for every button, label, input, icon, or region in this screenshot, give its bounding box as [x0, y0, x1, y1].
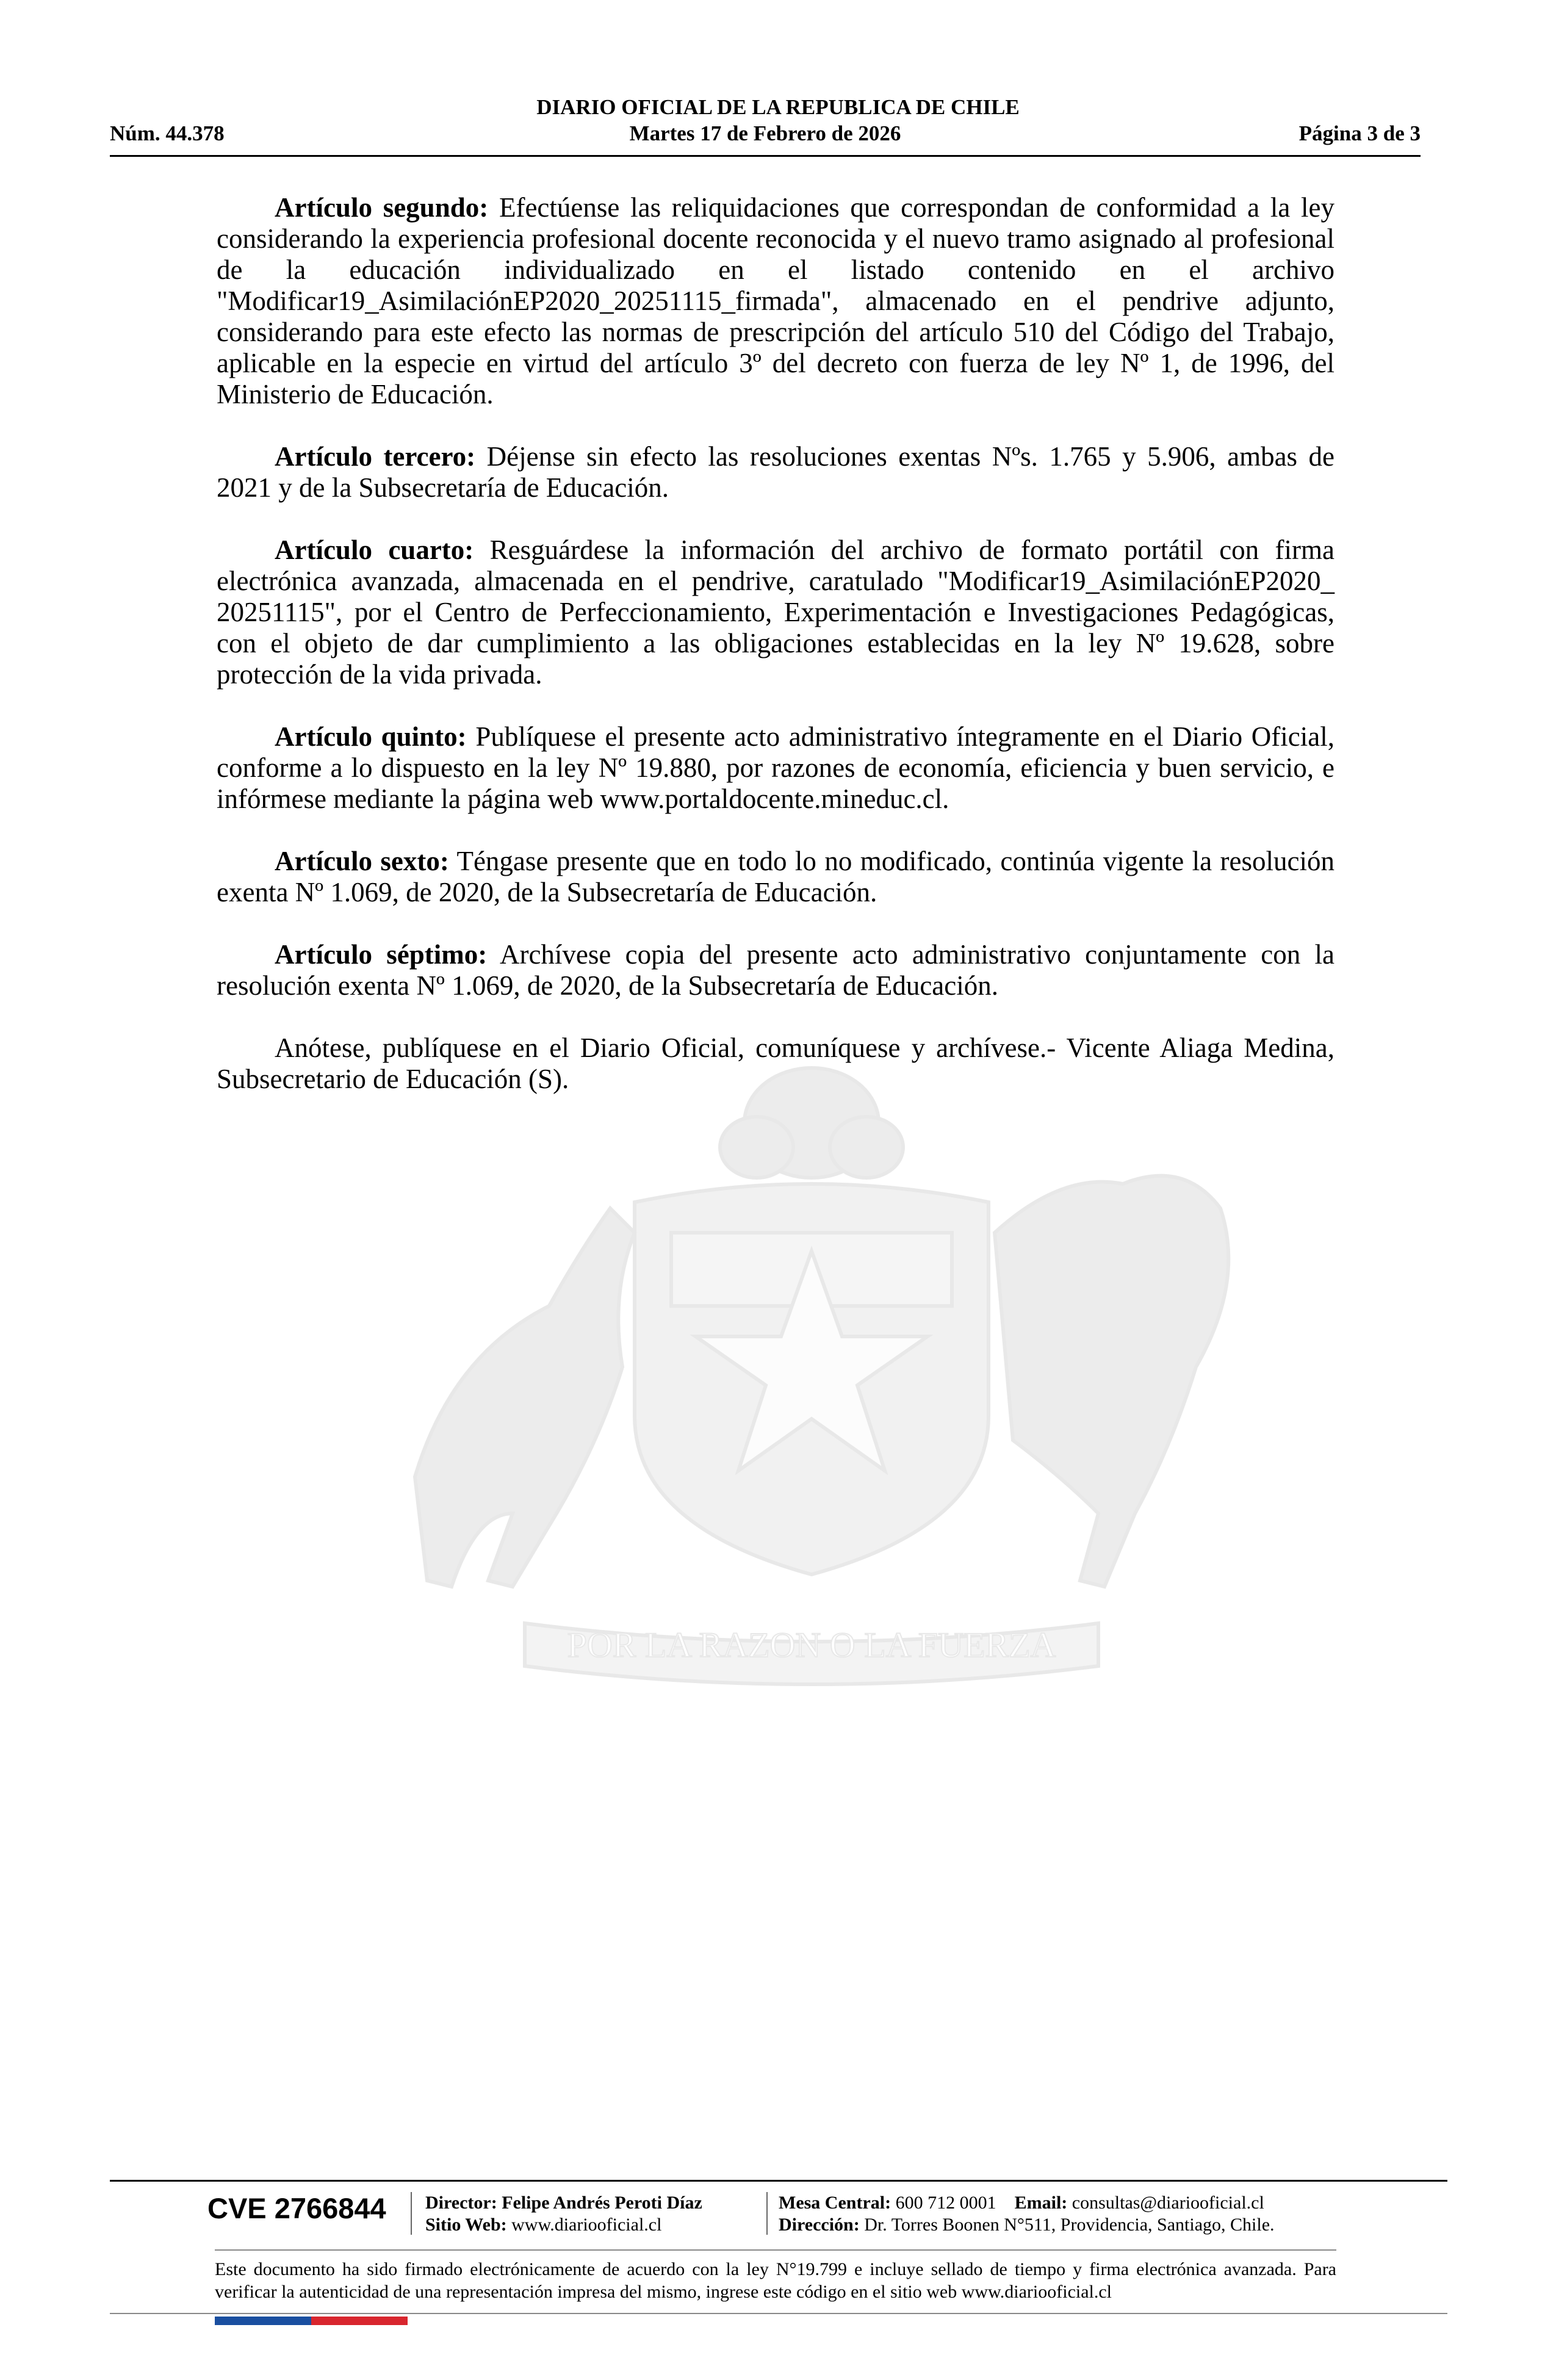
article-paragraph [217, 441, 1334, 503]
article-paragraph [217, 846, 1334, 908]
address-label: Dirección: [779, 2215, 860, 2235]
footer-separator [411, 2192, 412, 2235]
flag-stripe-blue [215, 2317, 311, 2325]
mesa-phone: 600 712 0001 [895, 2193, 996, 2213]
coat-of-arms-watermark [293, 1050, 1330, 1703]
web-label: Sitio Web: [425, 2215, 507, 2235]
email-link[interactable]: consultas@diariooficial.cl [1072, 2193, 1264, 2213]
closing-paragraph: Anótese, publíquese en el Diario Oficial, comuníquese y archívese.- Vicente Aliaga Medina, Subsecretario de Educación (S). [217, 1033, 1334, 1094]
article-heading: Artículo cuarto: [275, 535, 474, 565]
article-text: Archívese copia del presente acto administrativo conjuntamente con la resolución exenta Nº 1.069, de 2020, de la Subsecretaría de Educación. [217, 939, 1334, 1001]
article-text: Publíquese el presente acto administrativo íntegramente en el Diario Oficial, conforme a lo dispuesto en la ley Nº 19.880, por razones de economía, eficiencia y buen servicio, e infórmese mediante la página web www.portaldocente.mineduc.cl. [217, 721, 1334, 814]
article-text: Efectúense las reliquidaciones que correspondan de conformidad a la ley considerando la experiencia profesional docente reconocida y el nuevo tramo asignado al profesional de la educación individualizado en el listado contenido en el archivo "Modificar19_AsimilaciónEP2020_20251115_firmada", almacenado en el pendrive adjunto, considerando para este efecto las normas de prescripción del artículo 510 del Código del Trabajo, aplicable en la especie en virtud del artículo 3º del decreto con fuerza de ley Nº 1, de 1996, del Ministerio de Educación. [217, 192, 1334, 409]
mesa-label: Mesa Central: [779, 2193, 891, 2213]
issue-date: Martes 17 de Febrero de 2026 [629, 121, 901, 145]
web-link[interactable]: www.diariooficial.cl [511, 2215, 662, 2235]
watermark-motto: POR LA RAZON O LA FUERZA [567, 1625, 1056, 1665]
document-body [217, 192, 1334, 1126]
director-label: Director: [425, 2193, 497, 2213]
signature-notice: Este documento ha sido firmado electrónicamente de acuerdo con la ley N°19.799 e incluye sellado de tiempo y firma electrónica avanzada. Para verificar la autenticidad de una representación impresa del mismo, ingrese este código en el sitio web www.diariooficial.cl [215, 2259, 1336, 2302]
article-paragraph [217, 192, 1334, 410]
article-text: Téngase presente que en todo lo no modificado, continúa vigente la resolución exenta Nº 1.069, de 2020, de la Subsecretaría de Educación. [217, 846, 1335, 907]
flag-stripe-red [311, 2317, 408, 2325]
footer-divider-top [110, 2180, 1447, 2182]
article-heading: Artículo sexto: [275, 846, 449, 876]
newspaper-title: DIARIO OFICIAL DE LA REPUBLICA DE CHILE [536, 95, 1020, 119]
header-divider [110, 155, 1421, 157]
footer-divider-bottom [110, 2313, 1447, 2314]
footer-separator [766, 2192, 768, 2235]
page-number: Página 3 de 3 [1298, 121, 1421, 145]
director-name: Felipe Andrés Peroti Díaz [502, 2193, 702, 2213]
issue-number: Núm. 44.378 [110, 121, 225, 145]
article-heading: Artículo séptimo: [275, 939, 488, 970]
article-heading: Artículo tercero: [275, 441, 476, 472]
cve-code: CVE 2766844 [207, 2192, 386, 2224]
footer-contact-block [779, 2192, 1275, 2236]
article-text: Resguárdese la información del archivo de formato portátil con firma electrónica avanzada, almacenada en el pendrive, caratulado "Modificar19_AsimilaciónEP2020_ 20251115", por el Centro de Perfeccionamiento, Experimentación e Investigaciones Pedagógicas, con el objeto de dar cumplimiento a las obligaciones establecidas en la ley Nº 19.628, sobre protección de la vida privada. [217, 535, 1334, 690]
article-heading: Artículo segundo: [275, 192, 489, 223]
footer-director-block [425, 2192, 702, 2236]
email-label: Email: [1014, 2193, 1068, 2213]
article-paragraph [217, 721, 1334, 815]
article-paragraph [217, 939, 1334, 1001]
article-paragraph [217, 535, 1334, 690]
address-value: Dr. Torres Boonen N°511, Providencia, Santiago, Chile. [864, 2215, 1275, 2235]
article-heading: Artículo quinto: [275, 721, 467, 752]
footer-divider-mid [215, 2249, 1336, 2251]
article-text: Déjense sin efecto las resoluciones exentas Nºs. 1.765 y 5.906, ambas de 2021 y de la Subsecretaría de Educación. [217, 441, 1335, 503]
